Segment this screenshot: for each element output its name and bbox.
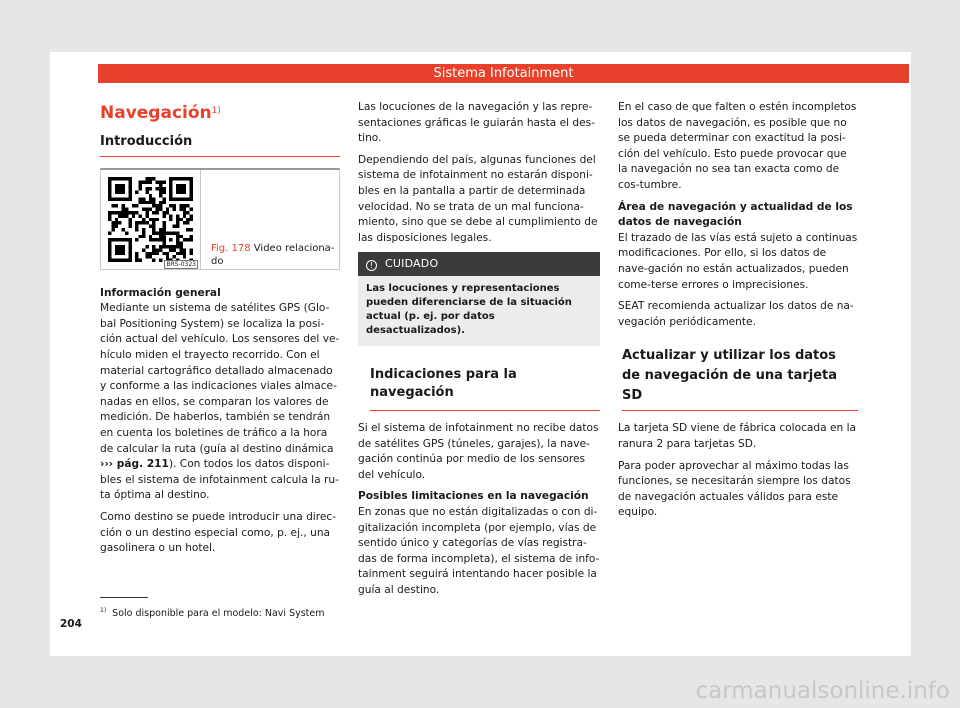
paragraph: Mediante un sistema de satélites GPS (Glo-bal Positioning System) se localiza la posi-ción actual del vehículo. Los sensores del ve-hículo miden el trayecto recorrido. Con el material cartográfico detallado almacenado y conforme a las indicaciones viales almace-nadas en ellos, se comparan los valores de medición. De haberlos, también se tendrán en cuenta los boletines de tráfico a la hora de calcular la ruta (guía al destino dinámica ››› pág. 211). Con todos los datos disponi-bles el sistema de infotainment calcula la ru-ta óptima al destino. xyxy=(100,302,340,502)
column-left xyxy=(100,100,340,563)
section-heading: Actualizar y utilizar los datos de navegación de una tarjeta SD xyxy=(622,346,858,411)
section-title: Navegación$^{1)}$ xyxy=(100,103,221,123)
caution-icon: ! xyxy=(366,260,377,271)
info-heading: Información general xyxy=(100,286,221,299)
paragraph: En el caso de que falten o estén incompletos los datos de navegación, es posible que no se pueda determinar con exactitud la posi-ción del vehículo. Esto puede provocar que la navegación no sea tan exacta como de cos-tumbre. xyxy=(618,101,857,191)
figure-caption-text: Video relaciona-do xyxy=(211,242,335,267)
sub-heading: Área de navegación y actualidad de los datos de navegación xyxy=(618,200,853,229)
sub-heading: Posibles limitaciones en la navegación xyxy=(358,490,589,503)
figure-number: Fig. 178 xyxy=(211,242,251,254)
section-heading: Indicaciones para la navegación xyxy=(370,366,600,411)
footnote: $^{1)}$ Solo disponible para el modelo: Navi System xyxy=(100,607,325,620)
paragraph: Dependiendo del país, algunas funciones del sistema de infotainment no estarán disponi-bles en la pantalla a partir de determinada velocidad. No se trata de un mal funciona-miento, sino que se debe al cumplimiento de las disposiciones legales. xyxy=(358,153,598,244)
intro-heading: Introducción xyxy=(100,134,340,157)
caution-text: Las locuciones y representaciones pueden diferenciarse de la situación actual (p. ej. por datos desactualizados). xyxy=(366,282,572,336)
paragraph: SEAT recomienda actualizar los datos de na-vegación periódicamente. xyxy=(618,300,854,328)
paragraph: Para poder aprovechar al máximo todas las funciones, se necesitarán siempre los datos de navegación actuales válidos para este equipo. xyxy=(618,459,851,519)
paragraph: Las locuciones de la navegación y las repre-sentaciones gráficas le guiarán hasta el des-tino. xyxy=(358,101,595,145)
caution-header: ! CUIDADO xyxy=(358,252,600,276)
figure-code: BRS-0323 xyxy=(166,260,196,268)
figure-caption xyxy=(211,242,336,268)
footnote-divider xyxy=(100,597,148,598)
page-reference-link[interactable]: ››› pág. 211 xyxy=(100,458,169,471)
column-right xyxy=(618,100,858,527)
figure-video[interactable] xyxy=(100,168,340,270)
caution-box xyxy=(358,252,600,346)
chapter-header: Sistema Infotainment xyxy=(98,64,909,83)
paragraph: En zonas que no están digitalizadas o con di-gitalización incompleta (por ejemplo, vías de sentido único y categorías de vías registra-das de forma incompleta), el sistema de info-tainment seguirá intentando hacer posible la guía al destino. xyxy=(358,505,600,596)
page-number: 204 xyxy=(60,618,82,630)
footnote-marker: 1) xyxy=(211,106,221,116)
qr-code-icon xyxy=(108,177,193,262)
paragraph: Como destino se puede introducir una direc-ción o un destino especial como, p. ej., una gasolinera o un hotel. xyxy=(100,510,337,555)
watermark: carmanualsonline.info xyxy=(695,678,950,704)
manual-page xyxy=(50,52,911,656)
column-middle xyxy=(358,100,600,604)
paragraph: Si el sistema de infotainment no recibe datos de satélites GPS (túneles, garajes), la nave-gación continúa por medio de los sensores del vehículo. xyxy=(358,421,599,481)
paragraph: El trazado de las vías está sujeto a continuas modificaciones. Por ello, si los datos de nave-gación no están actualizados, pueden come-terse errores o imprecisiones. xyxy=(618,231,858,291)
qr-code[interactable] xyxy=(101,170,201,270)
paragraph: La tarjeta SD viene de fábrica colocada en la ranura 2 para tarjetas SD. xyxy=(618,422,857,450)
